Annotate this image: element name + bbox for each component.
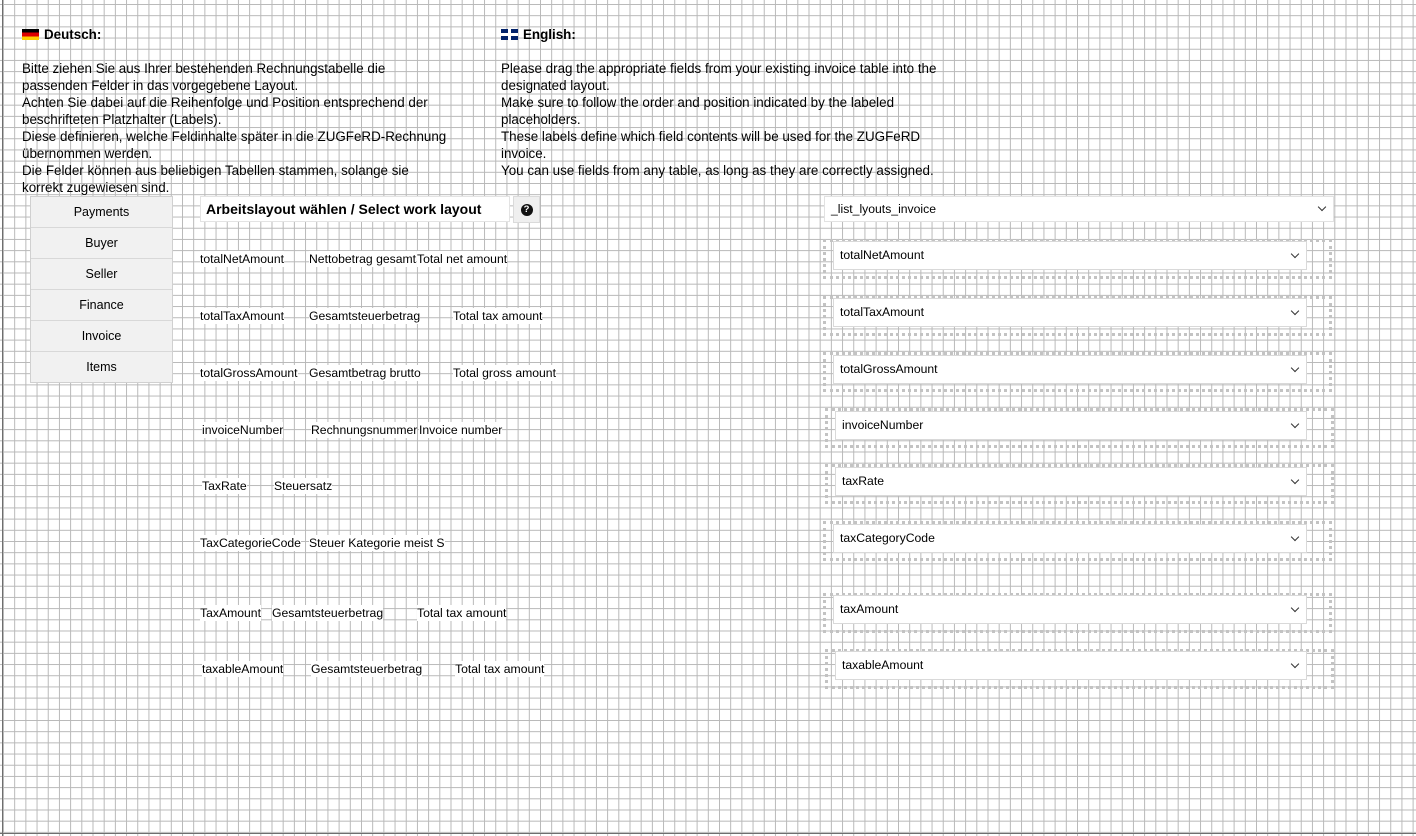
field-description-en: Total tax amount: [417, 606, 507, 620]
tab-finance[interactable]: Finance: [31, 290, 172, 321]
instructions-german-text: Bitte ziehen Sie aus Ihrer bestehenden Rechnungstabelle die passenden Felder in das vorgegebene Layout. Achten Sie dabei auf die Reihenfolge und Position entsprechend der beschrifteten Platzhalter (Labels). Diese definieren, welche Feldinhalte später in die ZUGFeRD-Rechnung übernommen werden. Die Felder können aus beliebigen Tabellen stammen, solange sie korrekt zugewiesen sind.: [22, 61, 447, 195]
field-description-de: Steuersatz: [274, 479, 333, 493]
chevron-down-icon: [1291, 533, 1299, 541]
field-select[interactable]: [833, 298, 1307, 327]
field-label: TaxRate: [202, 479, 247, 493]
field-select[interactable]: [833, 595, 1307, 624]
tab-items[interactable]: Items: [31, 352, 172, 382]
work-layout-select-value: _list_lyouts_invoice: [831, 202, 937, 216]
chevron-down-icon: [1291, 250, 1299, 258]
chevron-down-icon: [1291, 307, 1299, 315]
tab-invoice[interactable]: Invoice: [31, 321, 172, 352]
chevron-down-icon: [1291, 420, 1299, 428]
field-select[interactable]: [835, 411, 1307, 440]
field-label: invoiceNumber: [202, 423, 284, 437]
help-button[interactable]: [513, 196, 540, 223]
field-select[interactable]: [833, 241, 1307, 270]
field-description-en: Total net amount: [417, 252, 508, 266]
chevron-down-icon: [1291, 364, 1299, 372]
section-tabs: [30, 196, 173, 383]
work-layout-select[interactable]: [824, 196, 1334, 222]
tab-buyer[interactable]: Buyer: [31, 228, 172, 259]
uk-flag-icon: [501, 29, 518, 40]
instructions-german: [22, 9, 492, 213]
field-description-de: Gesamtsteuerbetrag: [311, 662, 423, 676]
field-description-de: Gesamtsteuerbetrag: [309, 309, 421, 323]
field-label: totalNetAmount: [200, 252, 285, 266]
field-description-en: Total tax amount: [453, 309, 543, 323]
field-select[interactable]: [833, 524, 1307, 553]
field-select-value: taxAmount: [840, 602, 899, 616]
left-border-line: [2, 0, 3, 836]
field-label: taxableAmount: [202, 662, 284, 676]
bottom-border-line: [0, 833, 1416, 834]
field-label: totalGrossAmount: [200, 366, 298, 380]
field-label: TaxAmount: [200, 606, 261, 620]
field-label: totalTaxAmount: [200, 309, 285, 323]
instructions-english: [501, 9, 991, 196]
field-description-en: Total tax amount: [455, 662, 545, 676]
question-mark-icon: ?: [521, 204, 533, 216]
chevron-down-icon: [1291, 604, 1299, 612]
chevron-down-icon: [1291, 476, 1299, 484]
field-description-de: Rechnungsnummer: [311, 423, 418, 437]
tab-payments[interactable]: Payments: [31, 197, 172, 228]
field-select-value: taxRate: [842, 474, 885, 488]
german-flag-icon: [22, 29, 39, 40]
field-select-value: totalGrossAmount: [840, 362, 938, 376]
field-description-en: Total gross amount: [453, 366, 556, 380]
work-layout-title: Arbeitslayout wählen / Select work layout: [200, 196, 510, 222]
field-label: TaxCategorieCode: [200, 536, 301, 550]
field-select-value: totalNetAmount: [840, 248, 925, 262]
field-select-value: taxableAmount: [842, 658, 924, 672]
chevron-down-icon: [1318, 203, 1326, 211]
field-select-value: invoiceNumber: [842, 418, 924, 432]
tab-seller[interactable]: Seller: [31, 259, 172, 290]
field-description-en: Invoice number: [419, 423, 503, 437]
instructions-german-heading: Deutsch:: [44, 27, 102, 42]
field-select[interactable]: [833, 355, 1307, 384]
instructions-english-heading: English:: [523, 27, 576, 42]
chevron-down-icon: [1291, 660, 1299, 668]
field-select-value: taxCategoryCode: [840, 531, 935, 545]
field-select[interactable]: [835, 467, 1307, 496]
field-description-de: Steuer Kategorie meist S: [309, 536, 445, 550]
field-description-de: Nettobetrag gesamt: [309, 252, 417, 266]
field-select[interactable]: [835, 651, 1307, 680]
field-select-value: totalTaxAmount: [840, 305, 925, 319]
field-description-de: Gesamtbetrag brutto: [309, 366, 421, 380]
field-description-de: Gesamtsteuerbetrag: [272, 606, 384, 620]
instructions-english-text: Please drag the appropriate fields from your existing invoice table into the designated layout. Make sure to follow the order and position indicated by the labeled placeholders. These labels define which field contents will be used for the ZUGFeRD invoice. You can use fields from any table, as long as they are correctly assigned.: [501, 61, 937, 178]
